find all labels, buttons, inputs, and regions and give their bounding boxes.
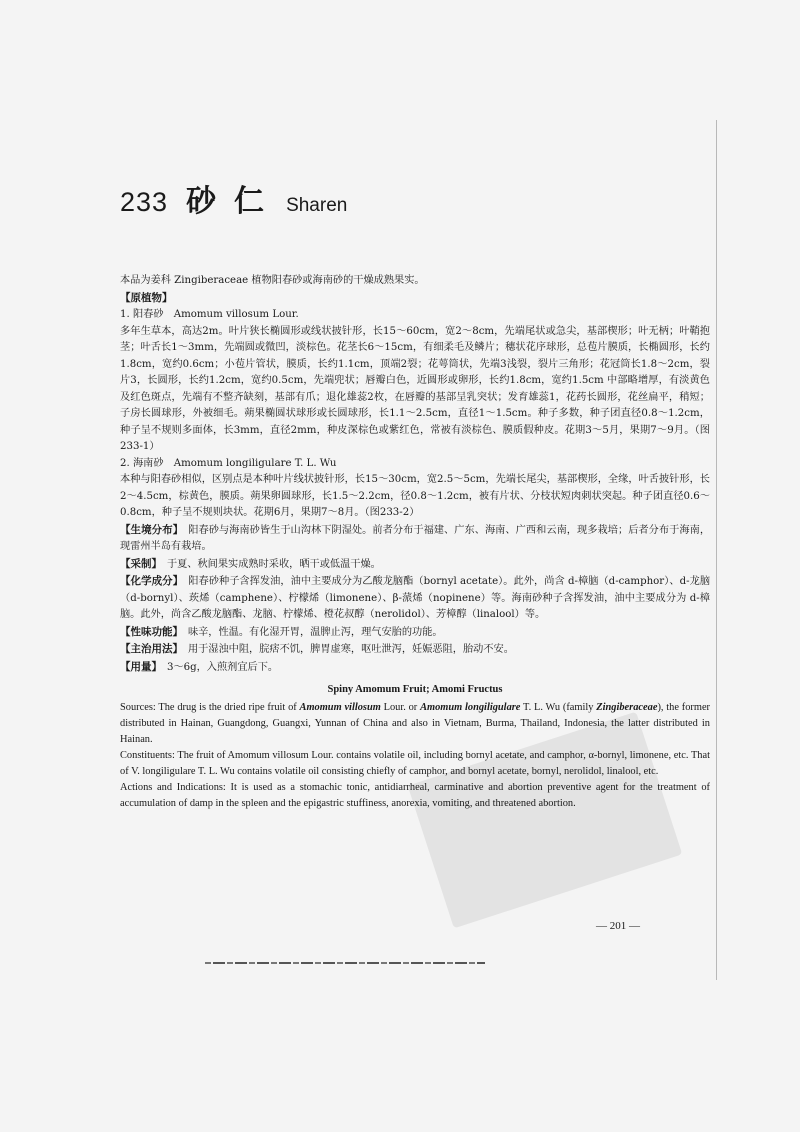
harvest-text: 于夏、秋间果实成熟时采收，晒干或低温干燥。 (166, 558, 381, 570)
entry-title (120, 176, 348, 219)
english-constituents: Constituents: The fruit of Amomum villosum Lour. contains volatile oil, including bornyl acetate, and camphor, α-bornyl, limonene, etc. That of V. longiligulare T. L. Wu contains volatile oil consisting chiefly of camphor, and bornyl acetate, bornyl, nerolidol, linalool, etc. (120, 750, 710, 777)
bottom-rule (205, 962, 485, 964)
habitat-text: 阳春砂与海南砂皆生于山沟林下阴湿处。前者分布于福建、广东、海南、广西和云南，现多栽培；后者分布于海南，现雷州半岛有栽培。 (120, 524, 711, 552)
plant-heading: 【原植物】 (120, 291, 173, 304)
properties-text: 味辛，性温。有化湿开胃，温脾止泻，理气安胎的功能。 (187, 626, 443, 638)
indications-heading: 【主治用法】 (120, 643, 178, 655)
dosage-text: 3～6g，入煎剂宜后下。 (166, 661, 279, 673)
page-gutter-line (716, 120, 717, 980)
plant2-description: 本种与阳春砂相似，区别点是本种叶片线状披针形，长15～30cm，宽2.5～5cm，先端长尾尖，基部楔形，全缘，叶舌披针形，长2～4.5cm，棕黄色，膜质。蒴果卵圆球形，长1.5～2.2cm，径0.8～1.2cm，被有片状、分枝状短肉刺状突起。种子团直径0.6～0.8cm，种子呈不规则块状。花期6月，果期7～8月。（图233-2） (120, 474, 710, 518)
properties-heading: 【性味功能】 (120, 625, 178, 638)
plant2-name: 2. 海南砂 Amomum longiligulare T. L. Wu (120, 457, 337, 469)
plant1-description: 多年生草本，高达2m。叶片狭长椭圆形或线状披针形，长15～60cm，宽2～8cm，先端尾状或急尖，基部楔形；叶无柄；叶鞘抱茎；叶舌长1～3mm，先端圆或微凹，淡棕色。花茎长6～15cm，有细柔毛及鳞片；穗状花序球形，总苞片膜质，长椭圆形，长约1.8cm，宽约0.6cm；小苞片管状，膜质，长约1.1cm，顶端2裂；花萼筒状，先端3浅裂，裂片三角形；花冠筒长1.8～2cm，裂片3，长圆形，长约1.2cm，宽约0.5cm，先端兜状；唇瓣白色，近圆形或卵形，长约1.8cm，宽约1.5cm 中部略增厚，有淡黄色及红色斑点，先端有不整齐缺刻，基部有爪；退化雄蕊2枚，在唇瓣的基部呈乳突状；发育雄蕊1，花药长圆形，花丝扁平，稍短；子房长圆球形，外被细毛。蒴果椭圆状球形或长圆球形，长1.1～2.5cm，直径1～1.5cm。种子多数，种子团直径0.8～1.2cm，种子呈不规则多面体，长3mm，直径2mm，种皮深棕色或紫红色，常被有淡棕色、膜质假种皮。花期3～5月，果期7～9月。（图233-1） (120, 325, 710, 452)
indications-text: 用于湿浊中阻，脘痞不饥，脾胃虚寒，呕吐泄泻，妊娠恶阻，胎动不安。 (187, 644, 514, 655)
habitat-heading: 【生境分布】 (120, 523, 179, 536)
intro-paragraph: 本品为姜科 Zingiberaceae 植物阳春砂或海南砂的干燥成熟果实。 (120, 275, 425, 286)
page-number: — 201 — (596, 920, 640, 932)
english-body (120, 700, 710, 812)
harvest-heading: 【采制】 (120, 557, 157, 570)
chemistry-text: 阳春砂种子含挥发油，油中主要成分为乙酸龙脑酯（bornyl acetate）。此外，尚含 d-樟脑（d-camphor）、d-龙脑（d-bornyl）、莰烯（camphene）、柠檬烯（limonene）、β-蒎烯（nopinene）等。海南砂种子含挥发油，油中主要成分为 d-樟脑。此外，尚含乙酸龙脑酯、龙脑、柠檬烯、橙花叔醇（nerolidol）、芳樟醇（linalool）等。 (120, 576, 711, 620)
entry-chinese-name: 砂仁 (186, 184, 283, 219)
entry-pinyin: Sharen (286, 195, 348, 216)
english-heading: Spiny Amomum Fruit; Amomi Fructus (327, 684, 503, 695)
chemistry-heading: 【化学成分】 (120, 575, 179, 587)
dosage-heading: 【用量】 (120, 660, 157, 673)
plant1-name: 1. 阳春砂 Amomum villosum Lour. (120, 309, 299, 320)
english-sources: Sources: The drug is the dried ripe fruit of Amomum villosum Lour. or Amomum longiligulare T. L. Wu (family Zingiberaceae), the former distributed in Hainan, Guangdong, Guangxi, Yunnan of China and also in Vietnam, Burma, Thailand, Indonesia, the latter distributed in Hainan. (120, 702, 711, 745)
chinese-body (120, 273, 710, 676)
english-actions: Actions and Indications: It is used as a stomachic tonic, antidiarrheal, carminative and abortion preventive agent for the treatment of accumulation of damp in the spleen and the epigastric stuffiness, anorexia, vomiting, and threatened abortion. (120, 782, 710, 809)
entry-number: 233 (120, 187, 169, 217)
